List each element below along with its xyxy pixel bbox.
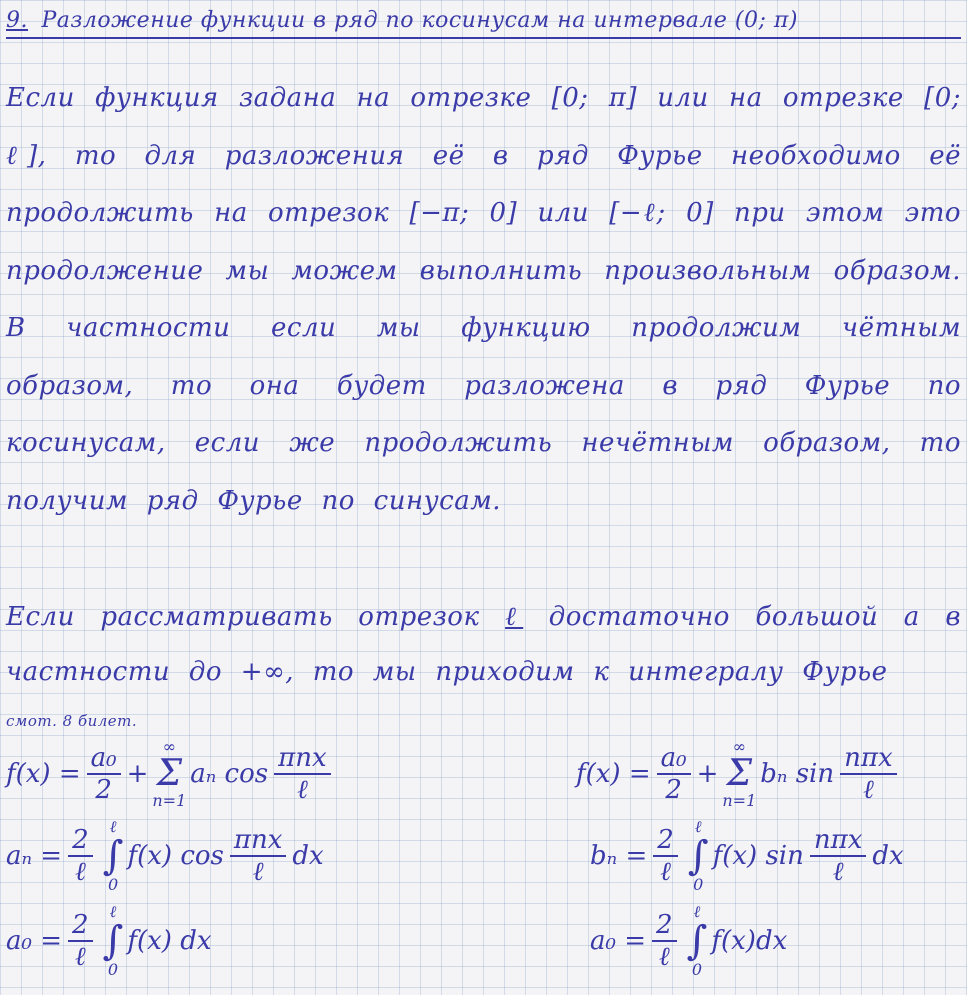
fraction-argument	[230, 825, 287, 887]
paragraph-1-text: Если функция задана на отрезке [0; π] или на отрезке [0; ℓ], то для разложения её в ряд Фурье необходимо её продолжить на отрезок [−π; 0] или [−ℓ; 0] при этом это продолжение мы можем выполнить произвольным образом. В частности если мы функцию продолжим чётным образом, то она будет разложена в ряд Фурье по косинусам, если же продолжить нечётным образом, то получим ряд Фурье по синусам.	[6, 83, 961, 516]
numerator: 2	[652, 910, 677, 942]
fraction-argument	[840, 743, 897, 805]
numerator: 2	[653, 825, 678, 857]
lhs: bₙ =	[590, 841, 648, 871]
denominator: ℓ	[862, 775, 874, 805]
numerator: nπx	[840, 743, 897, 775]
ticket-reference-note: смот. 8 билет.	[6, 712, 138, 730]
fraction-2-over-l	[653, 825, 678, 887]
paragraph-2-after: достаточно большой а в частности до +∞, то мы приходим к интегралу Фурье	[6, 602, 962, 687]
integral	[687, 817, 709, 894]
denominator: ℓ	[74, 857, 86, 887]
int-lower: 0	[107, 875, 119, 894]
lhs: f(x) =	[576, 759, 651, 789]
int-lower: 0	[107, 960, 119, 979]
fraction-a0-over-2	[657, 743, 691, 805]
fraction-a0-over-2	[87, 743, 121, 805]
numerator: πnx	[274, 743, 331, 775]
integrand: f(x) sin	[712, 841, 804, 871]
lhs: aₙ =	[6, 841, 63, 871]
integral	[102, 902, 124, 979]
integral	[102, 817, 124, 894]
denominator: ℓ	[660, 857, 671, 887]
numerator: nπx	[810, 825, 867, 857]
lhs: a₀ =	[590, 926, 646, 956]
sigma-symbol: Σ	[726, 753, 753, 794]
formula-bn-coefficient	[590, 817, 904, 894]
denominator: 2	[95, 775, 112, 805]
denominator: ℓ	[252, 857, 264, 887]
sum-upper: ∞	[732, 737, 746, 756]
numerator: a₀	[87, 743, 121, 775]
numerator: πnx	[230, 825, 287, 857]
numerator: a₀	[657, 743, 691, 775]
denominator: ℓ	[658, 942, 670, 972]
fraction-2-over-l	[652, 910, 677, 972]
paragraph-2-var: ℓ	[505, 602, 524, 632]
numerator: 2	[68, 910, 93, 942]
sum-upper: ∞	[162, 737, 176, 756]
numerator: 2	[68, 825, 93, 857]
int-lower: 0	[693, 875, 704, 894]
integrand: f(x) cos	[127, 841, 224, 871]
formula-a0-left	[6, 902, 212, 979]
integral-symbol: ∫	[686, 918, 708, 964]
term: bₙ sin	[760, 759, 835, 789]
paragraph-fourier-extension	[6, 70, 961, 530]
denominator: ℓ	[74, 942, 86, 972]
plus-sign: +	[696, 759, 719, 789]
integrand: f(x) dx	[127, 926, 212, 956]
lhs: f(x) =	[6, 759, 81, 789]
summation	[152, 738, 186, 810]
fraction-2-over-l	[68, 910, 93, 972]
term: aₙ cos	[190, 759, 269, 789]
int-lower: 0	[691, 960, 703, 979]
page-title	[6, 8, 961, 39]
sum-lower: n=1	[722, 791, 757, 810]
fraction-argument	[810, 825, 867, 887]
sigma-symbol: Σ	[156, 753, 183, 794]
fraction-2-over-l	[68, 825, 93, 887]
integral-symbol: ∫	[102, 918, 124, 964]
lhs: a₀ =	[6, 926, 62, 956]
formula-a0-right	[590, 902, 788, 979]
denominator: ℓ	[296, 775, 308, 805]
title-text: Разложение функции в ряд по косинусам на интервале (0; π)	[41, 8, 798, 33]
paragraph-fourier-integral	[6, 590, 961, 700]
paragraph-2-before: Если рассматривать отрезок	[6, 602, 480, 632]
formula-an-coefficient	[6, 817, 324, 894]
formula-cosine-series	[6, 738, 337, 810]
integral	[686, 902, 708, 979]
integral-symbol: ∫	[687, 833, 709, 879]
int-upper: ℓ	[694, 817, 702, 836]
int-upper: ℓ	[693, 902, 701, 921]
denominator: ℓ	[832, 857, 844, 887]
sum-lower: n=1	[152, 791, 187, 810]
denominator: 2	[665, 775, 682, 805]
plus-sign: +	[126, 759, 149, 789]
fraction-argument	[274, 743, 331, 805]
integrand: f(x)dx	[711, 926, 788, 956]
title-number: 9.	[6, 8, 28, 33]
differential: dx	[872, 841, 904, 871]
int-upper: ℓ	[109, 817, 117, 836]
differential: dx	[292, 841, 324, 871]
int-upper: ℓ	[109, 902, 117, 921]
integral-symbol: ∫	[102, 833, 124, 879]
summation	[722, 738, 756, 810]
formula-sine-series	[576, 738, 903, 810]
